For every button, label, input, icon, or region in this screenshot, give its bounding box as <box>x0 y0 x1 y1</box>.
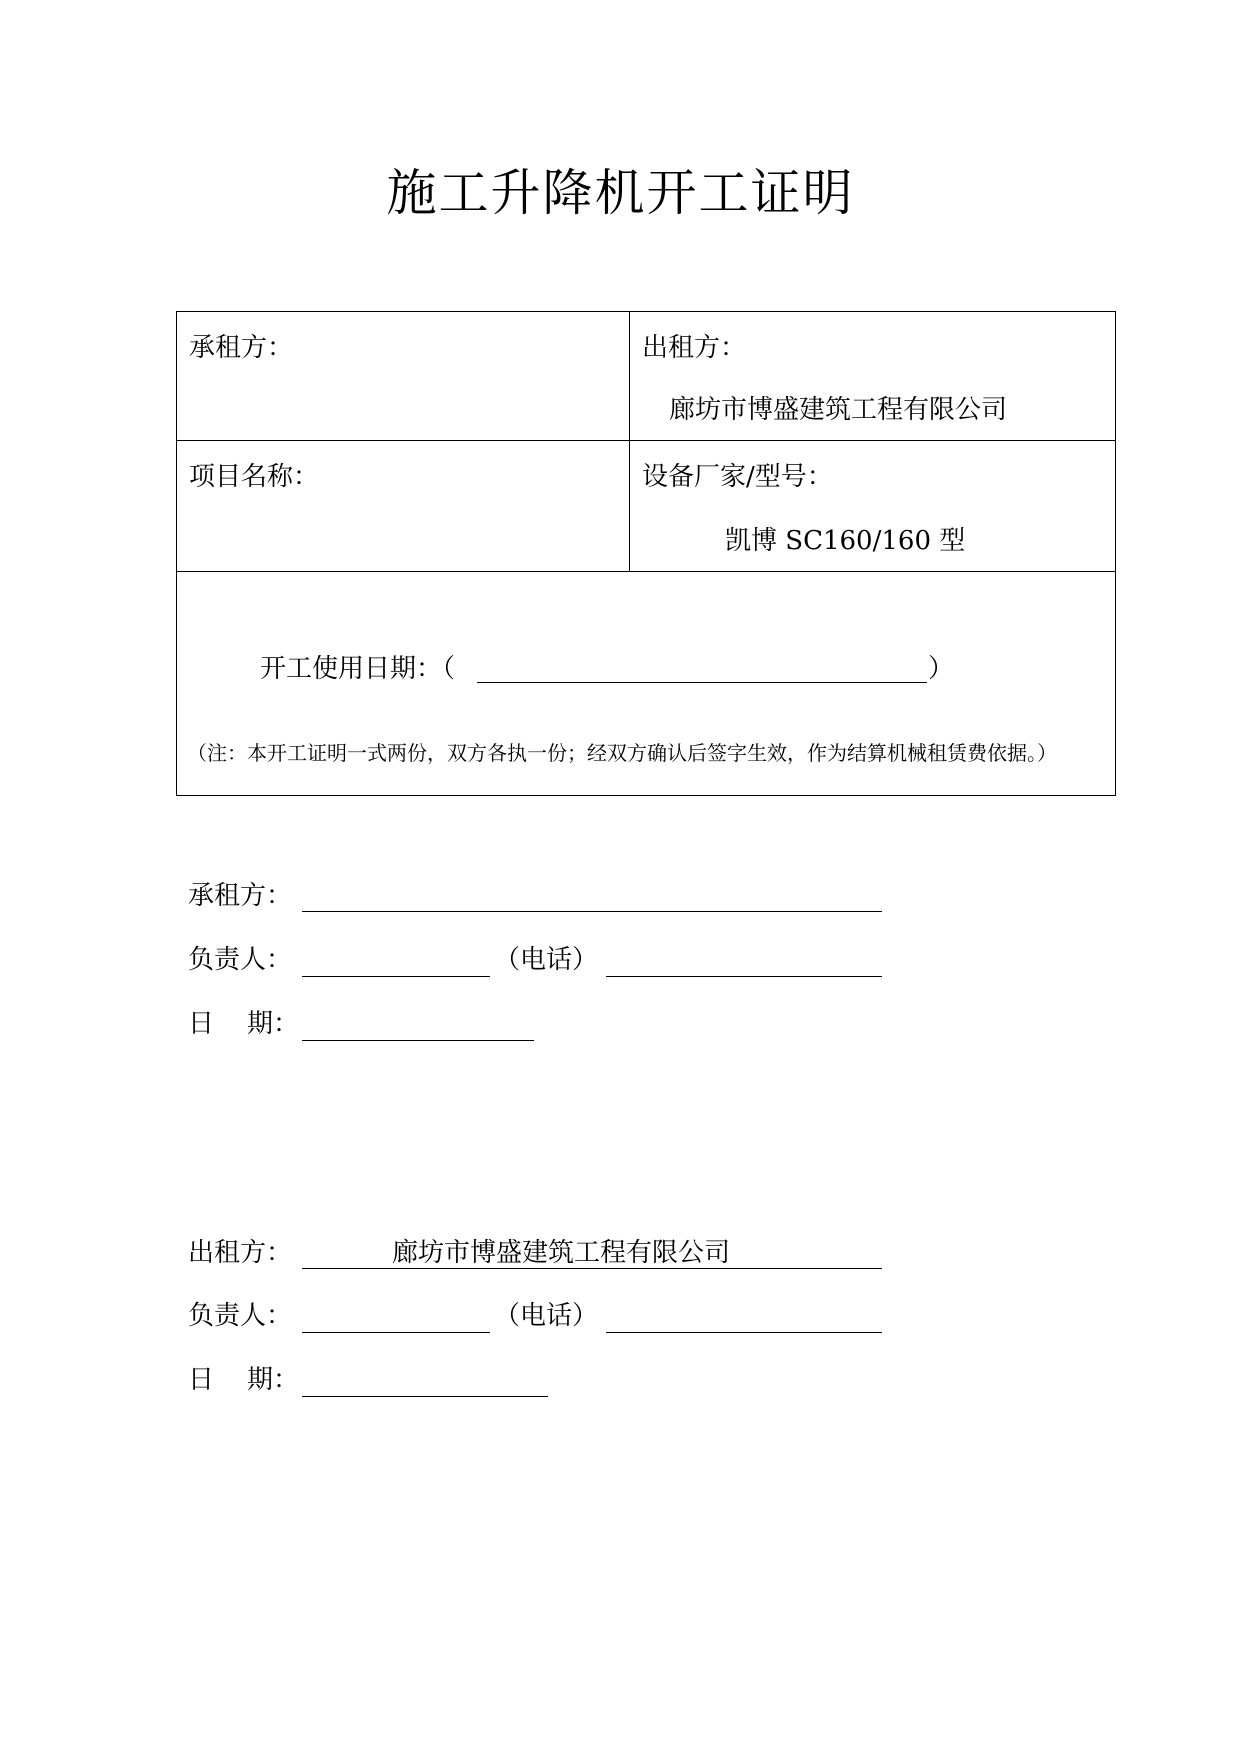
lessee-sign-date-line <box>302 1040 534 1041</box>
lessee-sign-person-label: 负责人： <box>188 945 293 975</box>
document-title: 施工升降机开工证明 <box>386 164 855 222</box>
lessor-sign-date-line <box>302 1396 548 1397</box>
lessor-sign-party-line <box>302 1268 882 1269</box>
lessor-sign-date-label: 日 期： <box>188 1365 300 1395</box>
start-date-close: ） <box>928 654 955 684</box>
lessor-sign-party-label: 出租方： <box>188 1238 293 1268</box>
note-text: （注：本开工证明一式两份，双方各执一份；经双方确认后签字生效，作为结算机械租赁费依据。） <box>187 741 1057 765</box>
lessor-sign-person-label: 负责人： <box>188 1301 293 1331</box>
lessee-sign-party-line <box>302 911 882 912</box>
lessee-label: 承租方： <box>189 333 294 363</box>
project-name-label: 项目名称： <box>189 462 320 492</box>
lessor-sign-person-line <box>302 1332 490 1333</box>
equipment-value: 凯博 SC160/160 型 <box>725 526 966 556</box>
lessee-sign-phone-line <box>606 976 882 977</box>
table-row-divider <box>177 440 1115 441</box>
start-date-underline <box>477 682 927 683</box>
lessee-sign-party-label: 承租方： <box>188 881 293 911</box>
lessor-label: 出租方： <box>642 333 747 363</box>
lessee-sign-date-label: 日 期： <box>188 1009 300 1039</box>
lessor-sign-phone-line <box>606 1332 882 1333</box>
table-column-divider <box>629 312 630 571</box>
start-date-label: 开工使用日期：（ <box>260 654 456 684</box>
info-table <box>176 311 1116 796</box>
equipment-label: 设备厂家/型号： <box>642 462 833 492</box>
lessee-sign-person-line <box>302 976 490 977</box>
lessor-sign-phone-label: （电话） <box>494 1301 599 1331</box>
lessor-sign-party-value: 廊坊市博盛建筑工程有限公司 <box>392 1238 731 1268</box>
lessee-sign-phone-label: （电话） <box>494 945 599 975</box>
lessor-value: 廊坊市博盛建筑工程有限公司 <box>669 395 1008 425</box>
table-row-divider <box>177 571 1115 572</box>
